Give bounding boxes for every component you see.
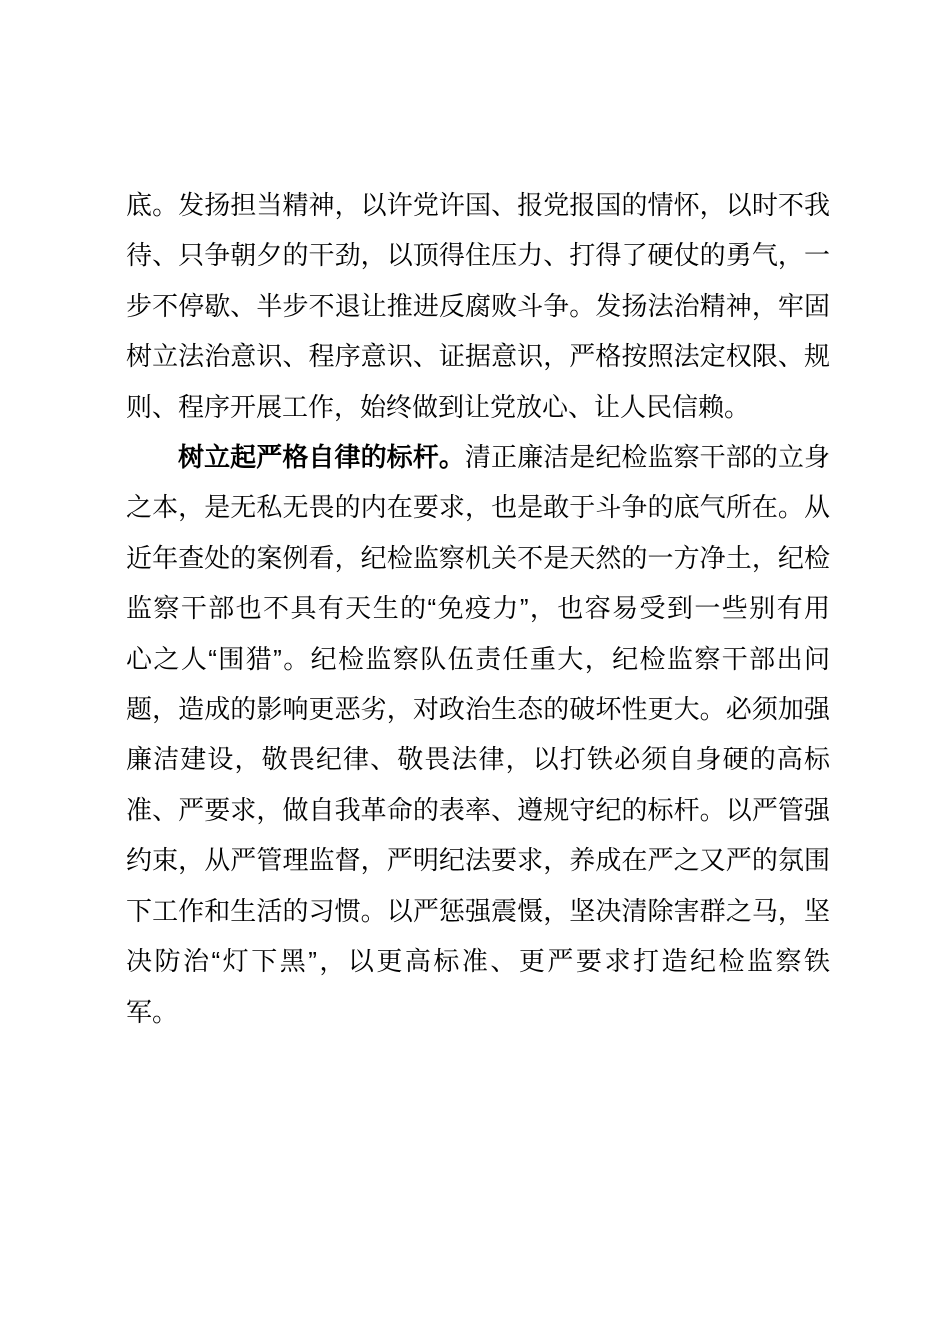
- para2-line11: 决防治“灯下黑”，以更高标准、更严要求打造纪检监察铁: [126, 946, 830, 977]
- document-text-block: [126, 180, 830, 1037]
- para2-line9: 约束，从严管理监督，严明纪法要求，养成在严之又严的氛围: [126, 845, 830, 876]
- para2-line3: 近年查处的案例看，纪检监察机关不是天然的一方净土，纪检: [126, 542, 830, 573]
- para2-line12: 军。: [126, 996, 179, 1027]
- para2-line1: [126, 432, 830, 482]
- para2-line1-rest: 清正廉洁是纪检监察干部的立身: [464, 442, 830, 473]
- para1-line3: 步不停歇、半步不退让推进反腐败斗争。发扬法治精神，牢固: [126, 290, 830, 321]
- para2-line7: 廉洁建设，敬畏纪律、敬畏法律，以打铁必须自身硬的高标: [126, 744, 830, 775]
- para1-line2: 待、只争朝夕的干劲，以顶得住压力、打得了硬仗的勇气，一: [126, 240, 830, 271]
- para2-line8: 准、严要求，做自我革命的表率、遵规守纪的标杆。以严管强: [126, 794, 830, 825]
- para2-line5: 心之人“围猎”。纪检监察队伍责任重大，纪检监察干部出问: [126, 643, 830, 674]
- para1-line1: 底。发扬担当精神，以许党许国、报党报国的情怀，以时不我: [126, 190, 830, 220]
- para2-line6: 题，造成的影响更恶劣，对政治生态的破坏性更大。必须加强: [126, 694, 830, 725]
- para1-line4: 树立法治意识、程序意识、证据意识，严格按照法定权限、规: [126, 341, 830, 372]
- para2-line10: 下工作和生活的习惯。以严惩强震慑，坚决清除害群之马，坚: [126, 895, 830, 926]
- para2-line4: 监察干部也不具有天生的“免疫力”，也容易受到一些别有用: [126, 593, 830, 624]
- para2-line2: 之本，是无私无畏的内在要求，也是敢于斗争的底气所在。从: [126, 492, 830, 523]
- para2-heading-bold: 树立起严格自律的标杆。: [178, 442, 465, 473]
- para1-line5: 则、程序开展工作，始终做到让党放心、让人民信赖。: [126, 391, 751, 422]
- paragraph-1: [126, 180, 830, 432]
- paragraph-2: [126, 432, 830, 1037]
